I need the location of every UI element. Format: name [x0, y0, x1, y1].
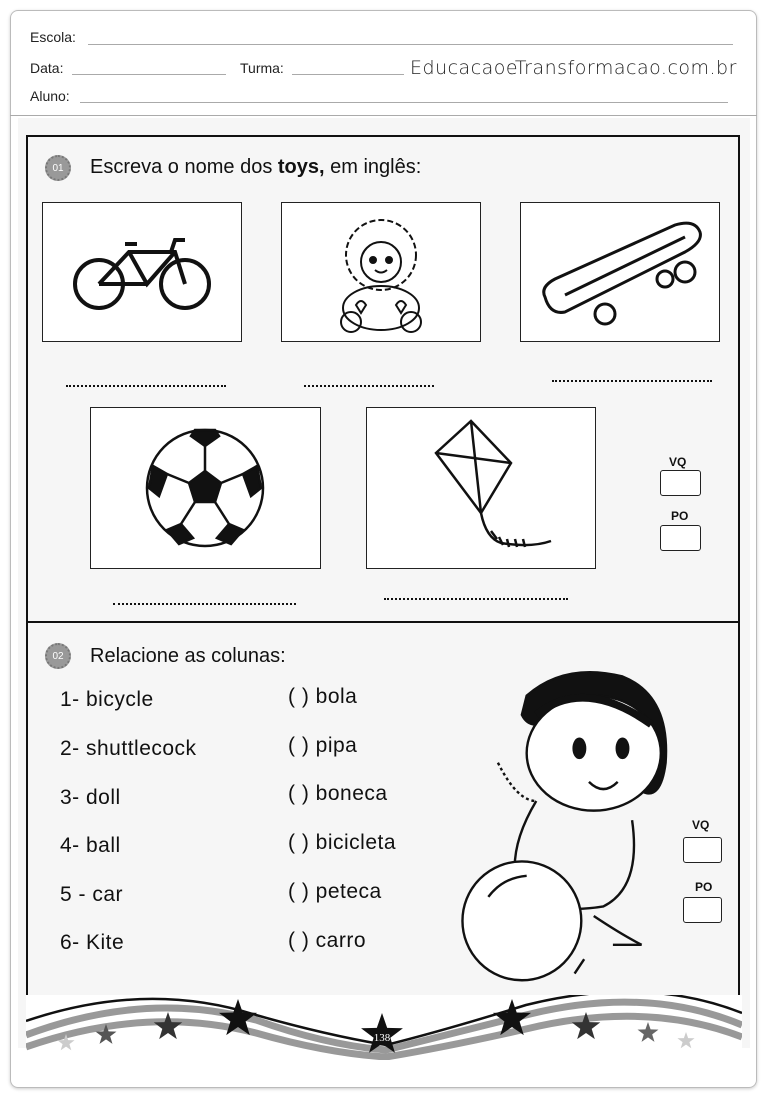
- question-badge-01: 01: [45, 155, 71, 181]
- po-label-2: PO: [695, 880, 713, 894]
- aluno-label: Aluno:: [30, 88, 70, 104]
- answer-line-bicycle[interactable]: [66, 385, 226, 387]
- turma-field[interactable]: [292, 74, 404, 75]
- kite-icon: [401, 413, 561, 563]
- ball-image: [90, 407, 321, 569]
- question-badge-02: 02: [45, 643, 71, 669]
- right-item-bicicleta[interactable]: ( ) bicicleta: [288, 831, 397, 854]
- aluno-field[interactable]: [80, 102, 728, 103]
- vq-box-2[interactable]: [683, 837, 722, 863]
- right-item-carro[interactable]: ( ) carro: [288, 929, 366, 952]
- left-item-3: 3- doll: [60, 786, 121, 809]
- vq-label-2: VQ: [692, 818, 710, 832]
- girl-with-ball-illustration: [450, 650, 680, 1000]
- po-box-1[interactable]: [660, 525, 701, 551]
- right-item-boneca[interactable]: ( ) boneca: [288, 782, 388, 805]
- soccer-ball-icon: [143, 426, 268, 551]
- q1-prefix: Escreva o nome dos: [90, 156, 278, 178]
- left-item-1: 1- bicycle: [60, 688, 154, 711]
- left-item-4: 4- ball: [60, 834, 121, 857]
- question-1-title: [90, 156, 421, 179]
- right-item-pipa[interactable]: ( ) pipa: [288, 734, 358, 757]
- section-divider: [26, 621, 740, 623]
- turma-label: Turma:: [240, 60, 284, 76]
- answer-line-kite[interactable]: [384, 598, 568, 600]
- vq-box-1[interactable]: [660, 470, 701, 496]
- bicycle-image: [42, 202, 242, 342]
- data-field[interactable]: [72, 74, 226, 75]
- question-2-title: Relacione as colunas:: [90, 645, 286, 667]
- q1-suffix: em inglês:: [324, 156, 422, 178]
- site-logo: EducacaoeTransformacao.com.br: [410, 57, 737, 79]
- left-item-2: 2- shuttlecock: [60, 737, 197, 760]
- data-label: Data:: [30, 60, 64, 76]
- po-box-2[interactable]: [683, 897, 722, 923]
- vq-label-1: VQ: [669, 455, 687, 469]
- q1-bold: toys,: [277, 156, 325, 178]
- escola-field[interactable]: [88, 44, 733, 45]
- left-item-5: 5 - car: [60, 883, 124, 906]
- kite-image: [366, 407, 596, 569]
- answer-line-ball[interactable]: [113, 603, 296, 605]
- right-item-peteca[interactable]: ( ) peteca: [288, 880, 382, 903]
- page-number: 138: [373, 1032, 391, 1044]
- answer-line-doll[interactable]: [304, 385, 434, 387]
- po-label-1: PO: [671, 509, 689, 523]
- left-item-6: 6- Kite: [60, 931, 125, 954]
- header-divider: [10, 115, 757, 116]
- skateboard-icon: [535, 217, 705, 327]
- answer-line-skateboard[interactable]: [552, 380, 712, 382]
- escola-label: Escola:: [30, 29, 76, 45]
- bicycle-icon: [67, 232, 217, 312]
- footer-wave-decoration: [26, 995, 742, 1060]
- doll-image: [281, 202, 481, 342]
- right-item-bola[interactable]: ( ) bola: [288, 685, 358, 708]
- skateboard-image: [520, 202, 720, 342]
- doll-icon: [311, 210, 451, 335]
